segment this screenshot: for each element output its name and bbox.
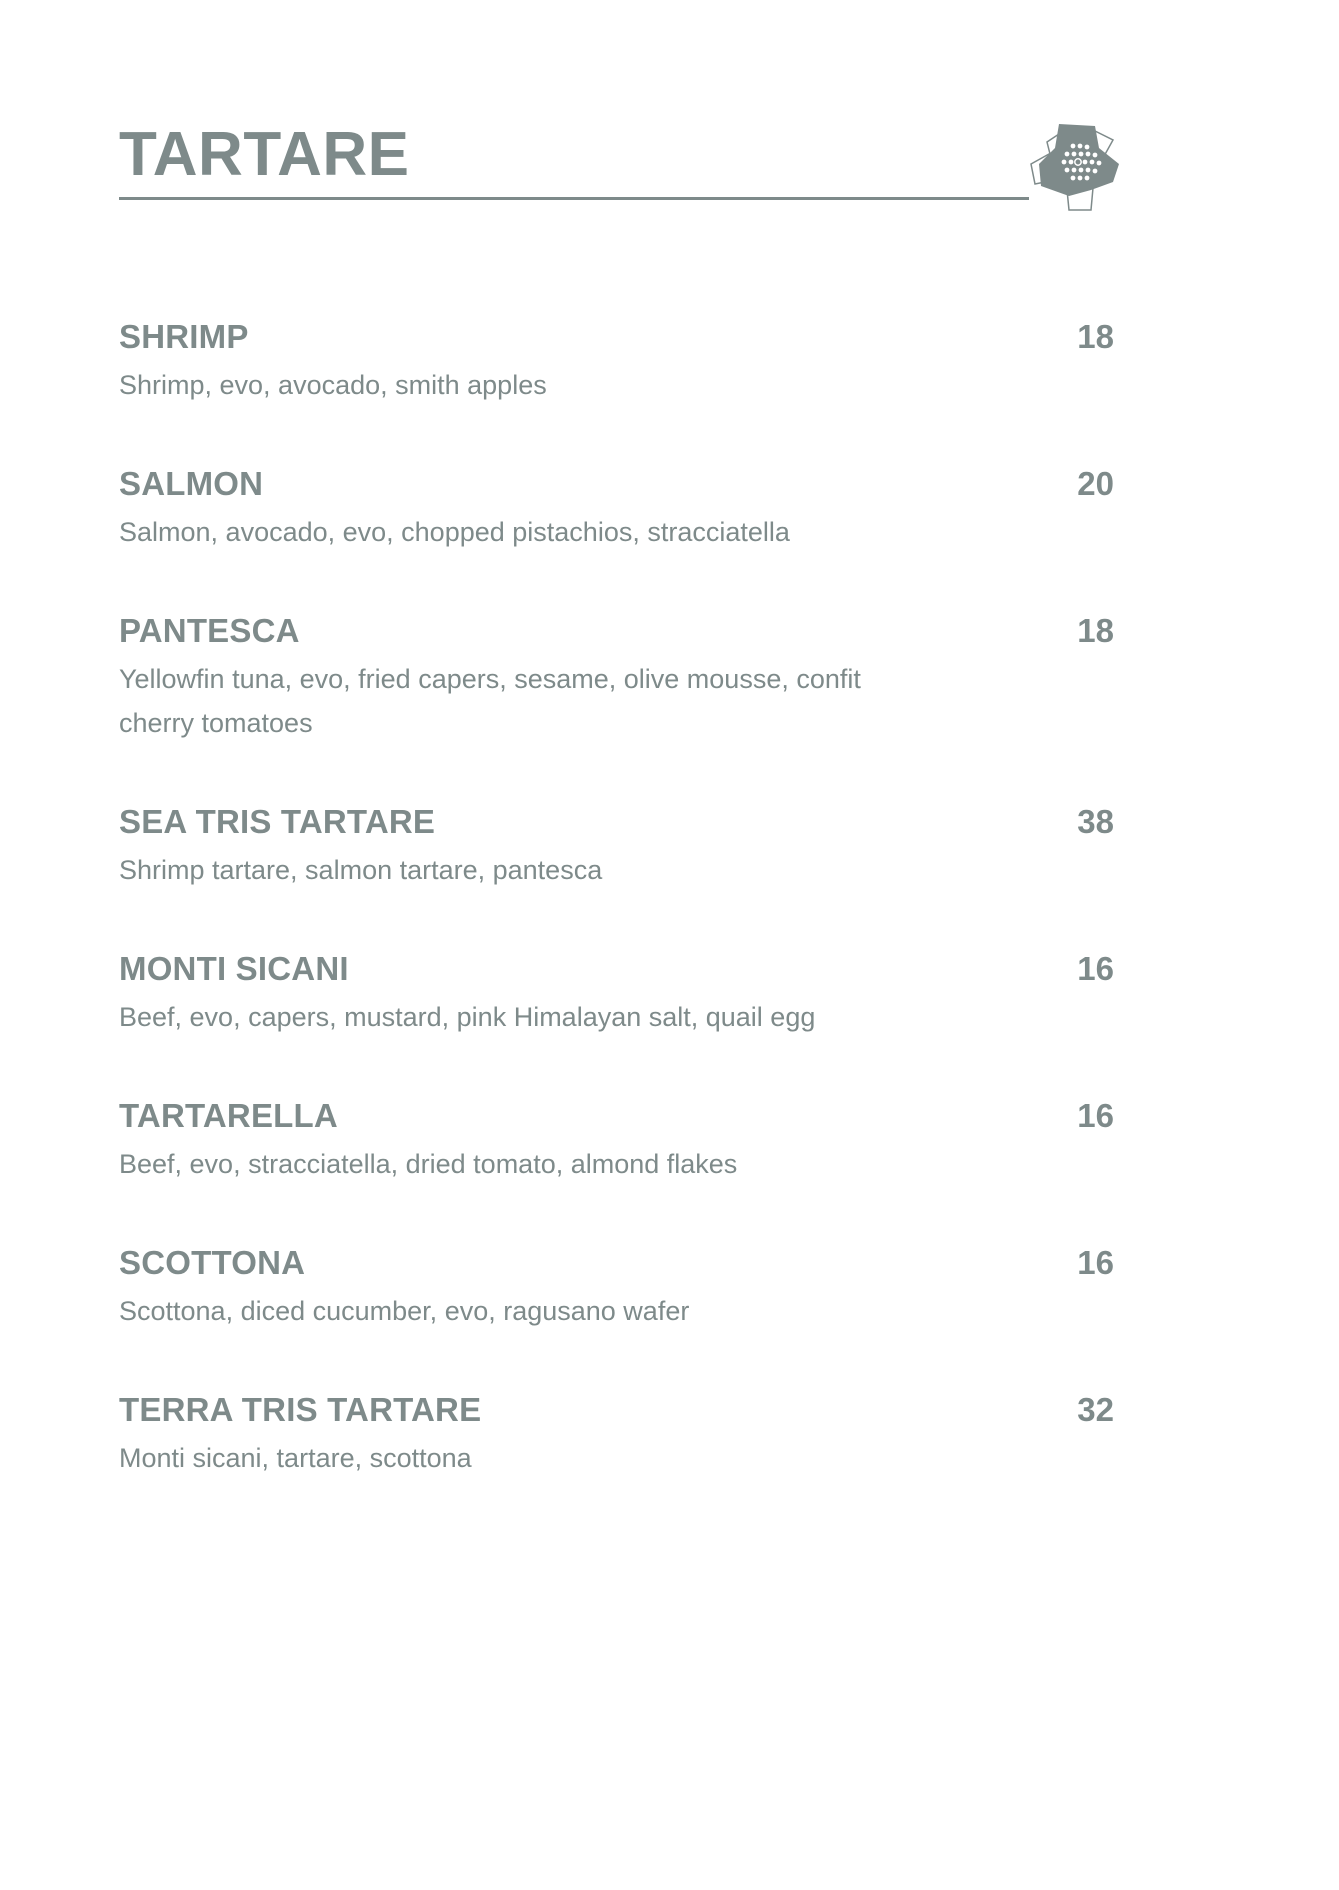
menu-item-name: SHRIMP xyxy=(119,318,249,355)
menu-item-description: Salmon, avocado, evo, chopped pistachios, stracciatella xyxy=(119,517,790,547)
menu-item-name: MONTI SICANI xyxy=(119,950,349,987)
menu-item-header xyxy=(119,802,1114,842)
menu-item-name: TARTARELLA xyxy=(119,1097,338,1134)
menu-item-header xyxy=(119,1390,1114,1430)
menu-item-description: Beef, evo, stracciatella, dried tomato, almond flakes xyxy=(119,1149,738,1179)
menu-item-description: Scottona, diced cucumber, evo, ragusano wafer xyxy=(119,1296,690,1326)
menu-item xyxy=(119,802,1114,892)
menu-item-header xyxy=(119,1243,1114,1283)
menu-item-price: 16 xyxy=(1077,950,1114,987)
menu-item xyxy=(119,1390,1114,1480)
menu-list xyxy=(119,317,1114,1537)
menu-item-price: 18 xyxy=(1077,612,1114,649)
menu-item-name: SEA TRIS TARTARE xyxy=(119,803,436,840)
menu-item-price: 16 xyxy=(1077,1097,1114,1134)
tartare-plate-logo-icon xyxy=(1029,124,1121,212)
menu-item-price: 18 xyxy=(1077,318,1114,355)
menu-item xyxy=(119,464,1114,554)
menu-item-header xyxy=(119,317,1114,357)
menu-item-description: Shrimp, evo, avocado, smith apples xyxy=(119,370,547,400)
menu-item xyxy=(119,1096,1114,1186)
page-header xyxy=(119,118,1119,218)
menu-item-header xyxy=(119,949,1114,989)
menu-item-description: Shrimp tartare, salmon tartare, pantesca xyxy=(119,855,603,885)
menu-item-price: 20 xyxy=(1077,465,1114,502)
menu-item-name: SALMON xyxy=(119,465,264,502)
menu-item-description: Monti sicani, tartare, scottona xyxy=(119,1443,472,1473)
menu-item xyxy=(119,611,1114,745)
title-underline xyxy=(119,197,1029,200)
menu-item-price: 38 xyxy=(1077,803,1114,840)
menu-item-name: SCOTTONA xyxy=(119,1244,306,1281)
menu-item-price: 32 xyxy=(1077,1391,1114,1428)
menu-item-price: 16 xyxy=(1077,1244,1114,1281)
menu-item-name: TERRA TRIS TARTARE xyxy=(119,1391,482,1428)
menu-item xyxy=(119,317,1114,407)
menu-item-name: PANTESCA xyxy=(119,612,300,649)
menu-item xyxy=(119,949,1114,1039)
menu-item-description: Yellowfin tuna, evo, fried capers, sesame, olive mousse, confit cherry tomatoes xyxy=(119,664,861,738)
menu-item xyxy=(119,1243,1114,1333)
menu-item-header xyxy=(119,464,1114,504)
menu-item-description: Beef, evo, capers, mustard, pink Himalayan salt, quail egg xyxy=(119,1002,816,1032)
menu-item-header xyxy=(119,611,1114,651)
page-title: TARTARE xyxy=(119,120,410,189)
menu-item-header xyxy=(119,1096,1114,1136)
